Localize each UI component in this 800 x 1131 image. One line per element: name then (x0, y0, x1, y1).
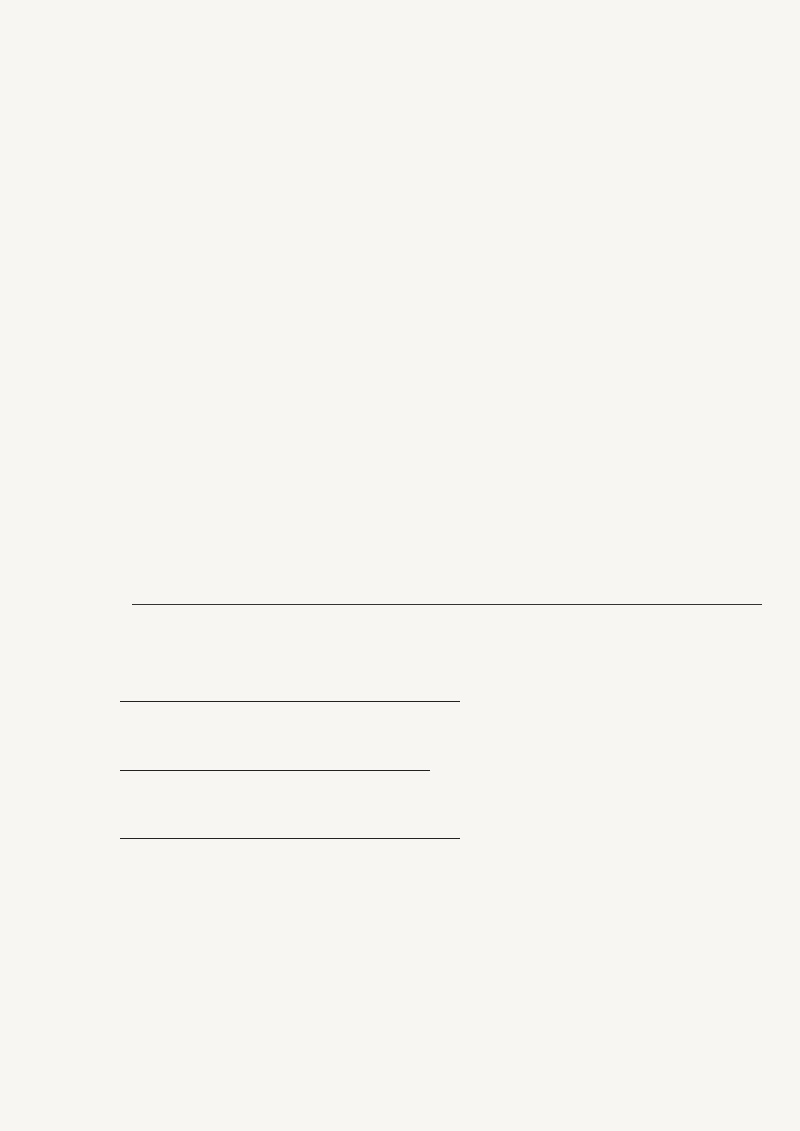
q17-part3 (120, 817, 460, 839)
q17-blank[interactable] (285, 822, 460, 839)
q17-blank[interactable] (120, 754, 270, 771)
q17-blank[interactable] (270, 754, 430, 771)
q17-blank[interactable] (120, 822, 285, 839)
q17-blank[interactable] (290, 685, 460, 702)
q17-part2 (120, 749, 430, 771)
q17-part1 (120, 680, 460, 702)
q16-answer-line[interactable] (132, 604, 762, 605)
q17-blank[interactable] (120, 685, 290, 702)
